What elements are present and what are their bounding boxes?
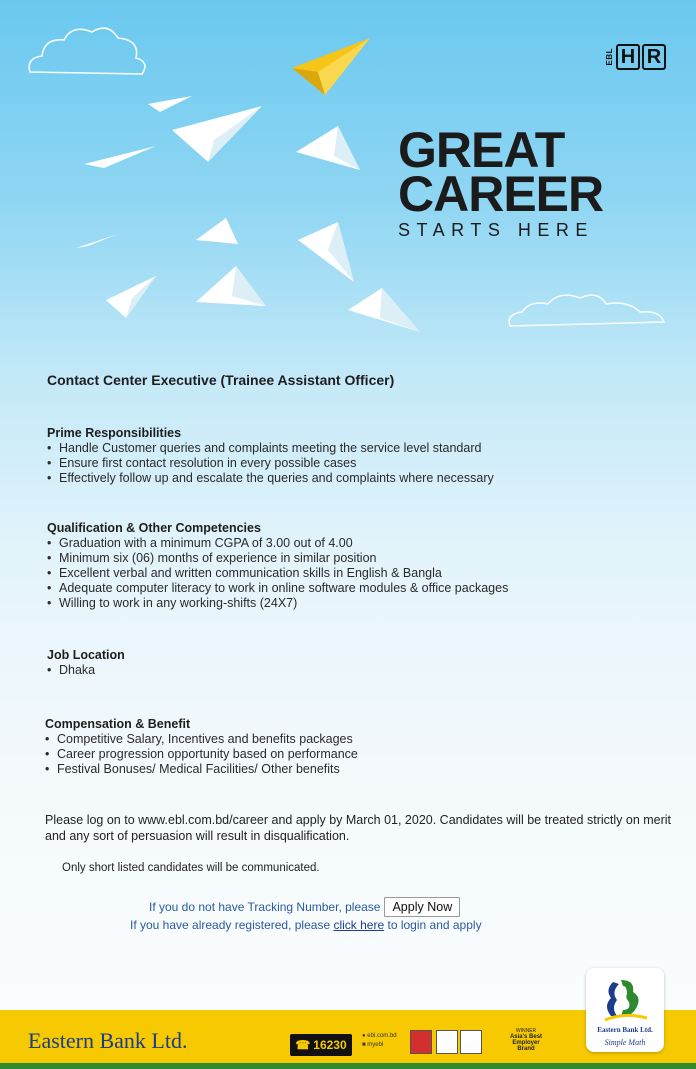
application-notice: Please log on to www.ebl.com.bd/career and apply by March 01, 2020. Candidates will be treated strictly on merit and any sort of persuasion will result in disqualification. [45,813,672,843]
apply-prompt-text: If you do not have Tracking Number, please [149,900,381,914]
click-here-link[interactable]: click here [333,918,385,932]
list-item: • Graduation with a minimum CGPA of 3.00 out of 4.00 [47,536,508,551]
hero-headline [398,122,618,241]
white-paper-planes [76,96,420,332]
certification-logo [410,1030,432,1054]
list-item: • Adequate computer literacy to work in online software modules & office packages [47,581,508,596]
list-item: • Dhaka [47,663,125,678]
certification-logo [460,1030,482,1054]
login-row [130,918,482,932]
list-item: • Competitive Salary, Incentives and benefits packages [45,732,358,747]
headline-line-1: GREAT [398,122,565,178]
section-compensation [45,717,358,777]
facebook-icon: ■ [362,1042,368,1048]
responsibility-list [47,441,494,486]
cloud-left-icon [29,28,145,74]
ebl-logo-card [586,968,664,1052]
list-item: • Effectively follow up and escalate the queries and complaints where necessary [47,471,494,486]
phone-icon: ☎ [295,1038,311,1052]
hr-logo-letter-r: R [642,44,666,70]
section-prime-responsibilities [47,426,494,486]
paper-plane-icon [196,218,238,244]
paper-plane-icon [296,126,360,170]
paper-plane-icon [76,234,118,248]
iso-logo [436,1030,458,1054]
paper-plane-icon [348,288,420,332]
list-item: • Ensure first contact resolution in every possible cases [47,456,494,471]
contact-links [362,1032,397,1050]
headline-line-2: CAREER [398,166,604,222]
paper-plane-icon [106,276,156,318]
login-prompt-text: If you have already registered, please [130,918,331,932]
award-line: Asia's Best [509,1034,543,1040]
list-item: • Minimum six (06) months of experience in similar position [47,551,508,566]
section-job-location [47,648,125,678]
paper-plane-icon [148,96,192,112]
ebl-hr-logo [605,42,666,72]
list-item: • Excellent verbal and written communication skills in English & Bangla [47,566,508,581]
hotline-number: 16230 [313,1038,347,1052]
headline-subtitle: STARTS HERE [398,220,594,240]
web-icon: ● [362,1033,368,1039]
list-item: • Career progression opportunity based on performance [45,747,358,762]
section-heading: Compensation & Benefit [45,717,191,731]
apply-now-row [149,897,460,917]
ebl-logo-icon [595,972,655,1028]
qualification-list [47,536,508,611]
shortlist-note: Only short listed candidates will be communicated. [62,862,320,874]
award-line: Employer Brand [512,1040,540,1052]
paper-plane-icon [172,106,262,162]
social-link: myebl [367,1042,384,1048]
footer-bank-name: Eastern Bank Ltd. [28,1028,188,1053]
benefit-list [45,732,358,777]
section-qualification [47,521,508,611]
section-heading: Job Location [47,648,125,662]
yellow-paper-plane-icon [292,38,370,95]
list-item: • Festival Bonuses/ Medical Facilities/ Other benefits [45,762,358,777]
paper-plane-icon [84,146,156,168]
award-badge [508,1028,544,1060]
location-list [47,663,125,678]
login-suffix-text: to login and apply [387,918,482,932]
hr-logo-prefix: EBL [605,48,614,66]
paper-plane-icon [298,222,354,282]
section-heading: Qualification & Other Competencies [47,521,261,535]
list-item: • Handle Customer queries and complaints meeting the service level standard [47,441,494,456]
hotline-badge [290,1034,352,1056]
cloud-right-icon [509,295,664,326]
web-link: ebl.com.bd [367,1033,397,1039]
hr-logo-letter-h: H [616,44,640,70]
paper-plane-icon [196,266,266,306]
award-line: WINNER [515,1028,537,1034]
card-bank-name: Eastern Bank Ltd. [597,1026,653,1034]
job-title: Contact Center Executive (Trainee Assistant Officer) [47,372,395,388]
section-heading: Prime Responsibilities [47,426,182,440]
apply-now-button[interactable]: Apply Now [384,897,460,917]
footer-green-stripe [0,1063,696,1069]
card-tagline: Simple Math [604,1038,646,1047]
list-item: • Willing to work in any working-shifts (24X7) [47,596,508,611]
